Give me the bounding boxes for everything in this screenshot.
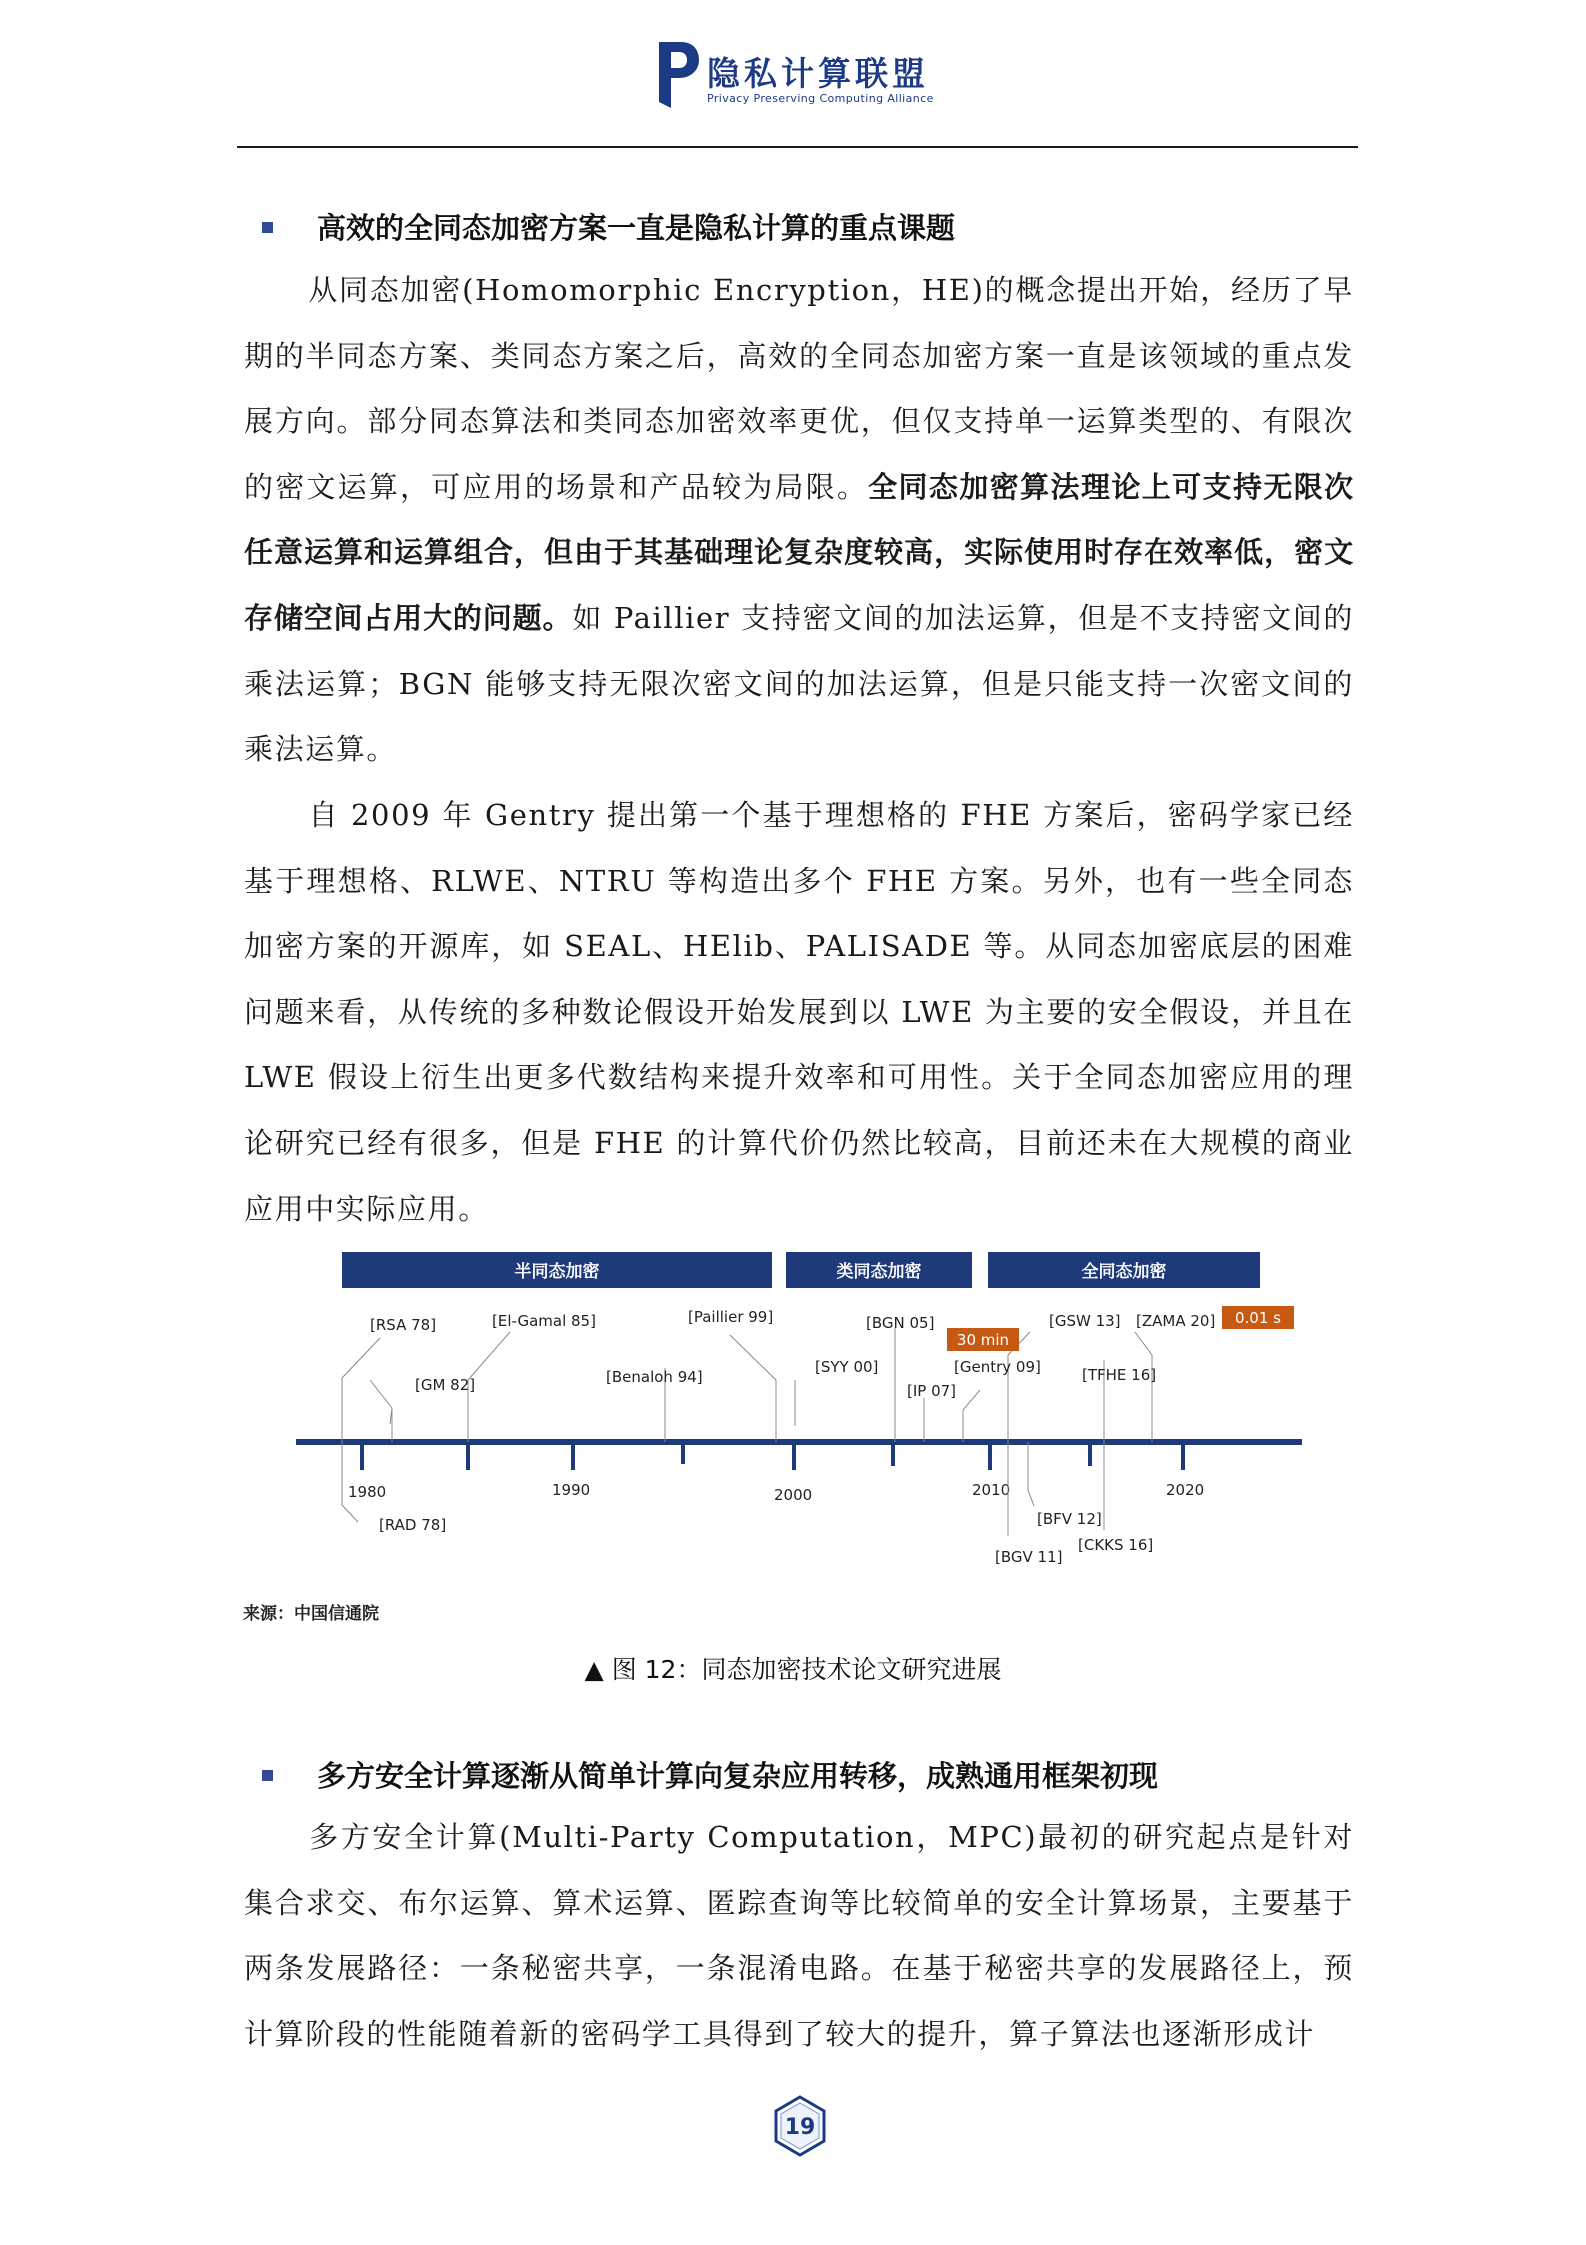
event-label: [El-Gamal 85] bbox=[492, 1312, 596, 1330]
event-label: [Gentry 09] bbox=[954, 1358, 1041, 1376]
square-bullet-icon bbox=[262, 222, 273, 233]
logo-title: 隐私计算联盟 bbox=[707, 54, 929, 93]
he-timeline-figure bbox=[290, 1250, 1310, 1580]
paragraph-mpc-intro: 多方安全计算(Multi-Party Computation，MPC)最初的研究起点是针对集合求交、布尔运算、算术运算、匿踪查询等比较简单的安全计算场景，主要基于两条发展路径：一条秘密共享，一条混淆电路。在基于秘密共享的发展路径上，预计算阶段的性能随着新的密码学工具得到了较大的提升，算子算法也逐渐形成计 bbox=[244, 1820, 1354, 2051]
badge-label: 0.01 s bbox=[1235, 1309, 1281, 1327]
badge-label: 30 min bbox=[956, 1331, 1010, 1349]
page-number: 19 bbox=[784, 2115, 816, 2140]
event-label: [CKKS 16] bbox=[1078, 1536, 1154, 1554]
event-label: [ZAMA 20] bbox=[1136, 1312, 1216, 1330]
paragraph-fhe-history: 自 2009 年 Gentry 提出第一个基于理想格的 FHE 方案后，密码学家已经基于理想格、RLWE、NTRU 等构造出多个 FHE 方案。另外，也有一些全同态加密方案的开源库，如 SEAL、HElib、PALISADE 等。从同态加密底层的困难问题来看，从传统的多种数论假设开始发展到以 LWE 为主要的安全假设，并且在 LWE 假设上衍生出更多代数结构来提升效率和可用性。关于全同态加密应用的理论研究已经有很多，但是 FHE 的计算代价仍然比较高，目前还未在大规模的商业应用中实际应用。 bbox=[244, 798, 1354, 1226]
page-number-badge bbox=[773, 2095, 827, 2157]
event-label: [BFV 12] bbox=[1037, 1510, 1102, 1528]
bold-statement: 全同态加密算法理论上可支持无限次任意运算和运算组合，但由于其基础理论复杂度较高，实际使用时存在效率低，密文存储空间占用大的问题。 bbox=[244, 469, 1354, 635]
event-label: [GSW 13] bbox=[1049, 1312, 1121, 1330]
year-label: 2010 bbox=[972, 1481, 1011, 1499]
figure-caption: ▲ 图 12：同态加密技术论文研究进展 bbox=[584, 1655, 1002, 1684]
event-label: [Benaloh 94] bbox=[606, 1368, 703, 1386]
event-label: [IP 07] bbox=[907, 1382, 957, 1400]
axis-ticks bbox=[362, 1442, 1183, 1470]
event-label: [Paillier 99] bbox=[688, 1308, 774, 1326]
year-label: 2000 bbox=[774, 1486, 813, 1504]
event-label: [RSA 78] bbox=[370, 1316, 437, 1334]
square-bullet-icon bbox=[262, 1770, 273, 1781]
year-label: 1990 bbox=[552, 1481, 591, 1499]
alliance-logo-icon bbox=[655, 38, 701, 110]
year-label: 2020 bbox=[1166, 1481, 1205, 1499]
band-label: 类同态加密 bbox=[836, 1262, 922, 1282]
band-label: 半同态加密 bbox=[514, 1262, 600, 1282]
band-label: 全同态加密 bbox=[1081, 1262, 1167, 1282]
event-label: [SYY 00] bbox=[815, 1358, 879, 1376]
event-label: [TFHE 16] bbox=[1082, 1366, 1157, 1384]
page-header bbox=[0, 0, 1586, 150]
year-label: 1980 bbox=[348, 1483, 387, 1501]
event-label: [BGV 11] bbox=[995, 1548, 1063, 1566]
paragraph-fhe-intro: 从同态加密(Homomorphic Encryption，HE)的概念提出开始，经历了早期的半同态方案、类同态方案之后，高效的全同态加密方案一直是该领域的重点发展方向。部分同态算法和类同态加密效率更优，但仅支持单一运算类型的、有限次的密文运算，可应用的场景和产品较为局限。全同态加密算法理论上可支持无限次任意运算和运算组合，但由于其基础理论复杂度较高，实际使用时存在效率低，密文存储空间占用大的问题。如 Paillier 支持密文间的加法运算，但是不支持密文间的乘法运算；BGN 能够支持无限次密文间的加法运算，但是只能支持一次密文间的乘法运算。 bbox=[244, 273, 1354, 767]
event-label: [GM 82] bbox=[415, 1376, 476, 1394]
event-label: [RAD 78] bbox=[379, 1516, 447, 1534]
event-label: [BGN 05] bbox=[866, 1314, 935, 1332]
header-divider bbox=[237, 146, 1358, 148]
logo-subtitle: Privacy Preserving Computing Alliance bbox=[707, 92, 934, 105]
figure-source: 来源：中国信通院 bbox=[243, 1604, 379, 1624]
